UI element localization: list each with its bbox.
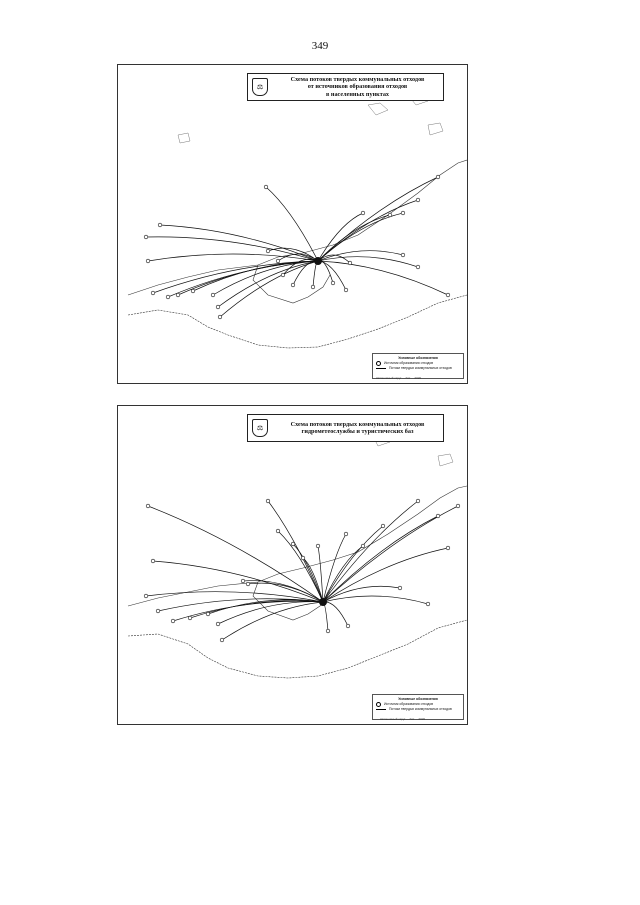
legend-item: [376, 707, 460, 712]
map-canvas: [118, 406, 467, 724]
source-point: [416, 198, 420, 202]
source-point: [401, 211, 405, 215]
coat-of-arms-icon: ⚖: [252, 78, 268, 96]
hub-point: [319, 598, 327, 606]
source-point: [188, 616, 192, 620]
source-point: [218, 315, 222, 319]
coastline-path: [128, 486, 467, 606]
flow-line: [323, 596, 428, 604]
source-point: [388, 213, 392, 217]
source-point: [276, 529, 280, 533]
source-point: [156, 609, 160, 613]
source-point: [348, 261, 352, 265]
source-point: [191, 289, 195, 293]
source-point: [146, 504, 150, 508]
source-point: [241, 579, 245, 583]
map-credit: Автономный округ ... Гис ... 2020: [380, 717, 426, 721]
map-title: Схема потоков твердых коммунальных отходов от источников образования отходов в населенных пунктах: [290, 75, 425, 98]
source-point: [176, 293, 180, 297]
source-point: [416, 499, 420, 503]
legend-label: Потоки твердых коммунальных отходов: [389, 707, 452, 711]
flow-line: [323, 602, 328, 631]
source-point: [211, 293, 215, 297]
source-point: [151, 291, 155, 295]
source-point: [436, 175, 440, 179]
source-circle-icon: [376, 361, 381, 366]
source-point: [144, 594, 148, 598]
flow-line: [220, 261, 318, 317]
source-point: [361, 211, 365, 215]
island-path: [438, 454, 453, 466]
flow-line: [278, 531, 323, 602]
source-point: [166, 295, 170, 299]
source-point: [206, 612, 210, 616]
coastline-path: [128, 160, 467, 295]
source-point: [246, 582, 250, 586]
source-point: [361, 544, 365, 548]
island-path: [368, 103, 388, 115]
source-point: [281, 273, 285, 277]
flow-line: [318, 261, 346, 290]
source-point: [398, 586, 402, 590]
map-credit: Автономный округ ... Гис ... 2020: [376, 376, 422, 380]
source-point: [456, 504, 460, 508]
flow-line: [318, 213, 403, 261]
flow-line: [323, 506, 458, 602]
source-point: [266, 249, 270, 253]
legend-label: Источник образования отходов: [384, 361, 434, 365]
flow-arrow-icon: [376, 709, 386, 710]
source-point: [264, 185, 268, 189]
legend-title: Условные обозначения: [398, 697, 438, 701]
map-title-box: [247, 73, 444, 101]
border-path: [128, 620, 467, 678]
source-point: [381, 524, 385, 528]
flow-line: [153, 561, 323, 602]
flow-line: [323, 602, 348, 626]
source-point: [144, 235, 148, 239]
source-point: [151, 559, 155, 563]
map-panel-settlements: [117, 64, 468, 384]
legend-item: [376, 366, 460, 371]
source-points: [144, 499, 460, 642]
island-path: [178, 133, 190, 143]
source-point: [158, 223, 162, 227]
flow-line: [153, 261, 318, 293]
flow-arrow-icon: [376, 368, 386, 369]
flow-line: [318, 200, 418, 261]
flow-line: [323, 516, 438, 602]
map-title: Схема потоков твердых коммунальных отходов гидрометеослужбы и туристических баз: [290, 420, 425, 435]
source-point: [291, 283, 295, 287]
hub-point: [314, 257, 322, 265]
source-point: [276, 259, 280, 263]
legend-label: Источник образования отходов: [384, 702, 434, 706]
source-point: [426, 602, 430, 606]
source-point: [266, 499, 270, 503]
flow-line: [218, 602, 323, 624]
legend-title: Условные обозначения: [398, 356, 438, 360]
flow-line: [318, 215, 390, 261]
border-path: [128, 295, 467, 348]
source-point: [344, 532, 348, 536]
map-canvas: [118, 65, 467, 383]
flow-lines: [146, 177, 448, 317]
flow-line: [148, 254, 318, 261]
source-point: [216, 622, 220, 626]
coastline: [128, 486, 467, 678]
source-point: [326, 629, 330, 633]
source-point: [346, 624, 350, 628]
source-point: [446, 546, 450, 550]
flow-line: [293, 544, 323, 602]
source-point: [401, 253, 405, 257]
flow-line: [266, 187, 318, 261]
source-point: [446, 293, 450, 297]
source-point: [344, 288, 348, 292]
source-circle-icon: [376, 702, 381, 707]
source-point: [311, 285, 315, 289]
source-point: [291, 542, 295, 546]
source-point: [171, 619, 175, 623]
legend-label: Потоки твердых коммунальных отходов: [389, 366, 452, 370]
flow-lines: [146, 501, 458, 640]
source-point: [301, 556, 305, 560]
flow-line: [222, 602, 323, 640]
source-point: [416, 265, 420, 269]
page-number: 349: [311, 40, 329, 52]
map-title-box: [247, 414, 444, 442]
flow-line: [318, 261, 448, 295]
source-point: [436, 514, 440, 518]
source-point: [331, 281, 335, 285]
coat-of-arms-icon: ⚖: [252, 419, 268, 437]
source-point: [316, 544, 320, 548]
flow-line: [323, 548, 448, 602]
map-panel-hydromet-tourist-bases: [117, 405, 468, 725]
island-path: [428, 123, 443, 135]
source-points: [144, 175, 450, 319]
source-point: [146, 259, 150, 263]
source-point: [220, 638, 224, 642]
source-point: [216, 305, 220, 309]
